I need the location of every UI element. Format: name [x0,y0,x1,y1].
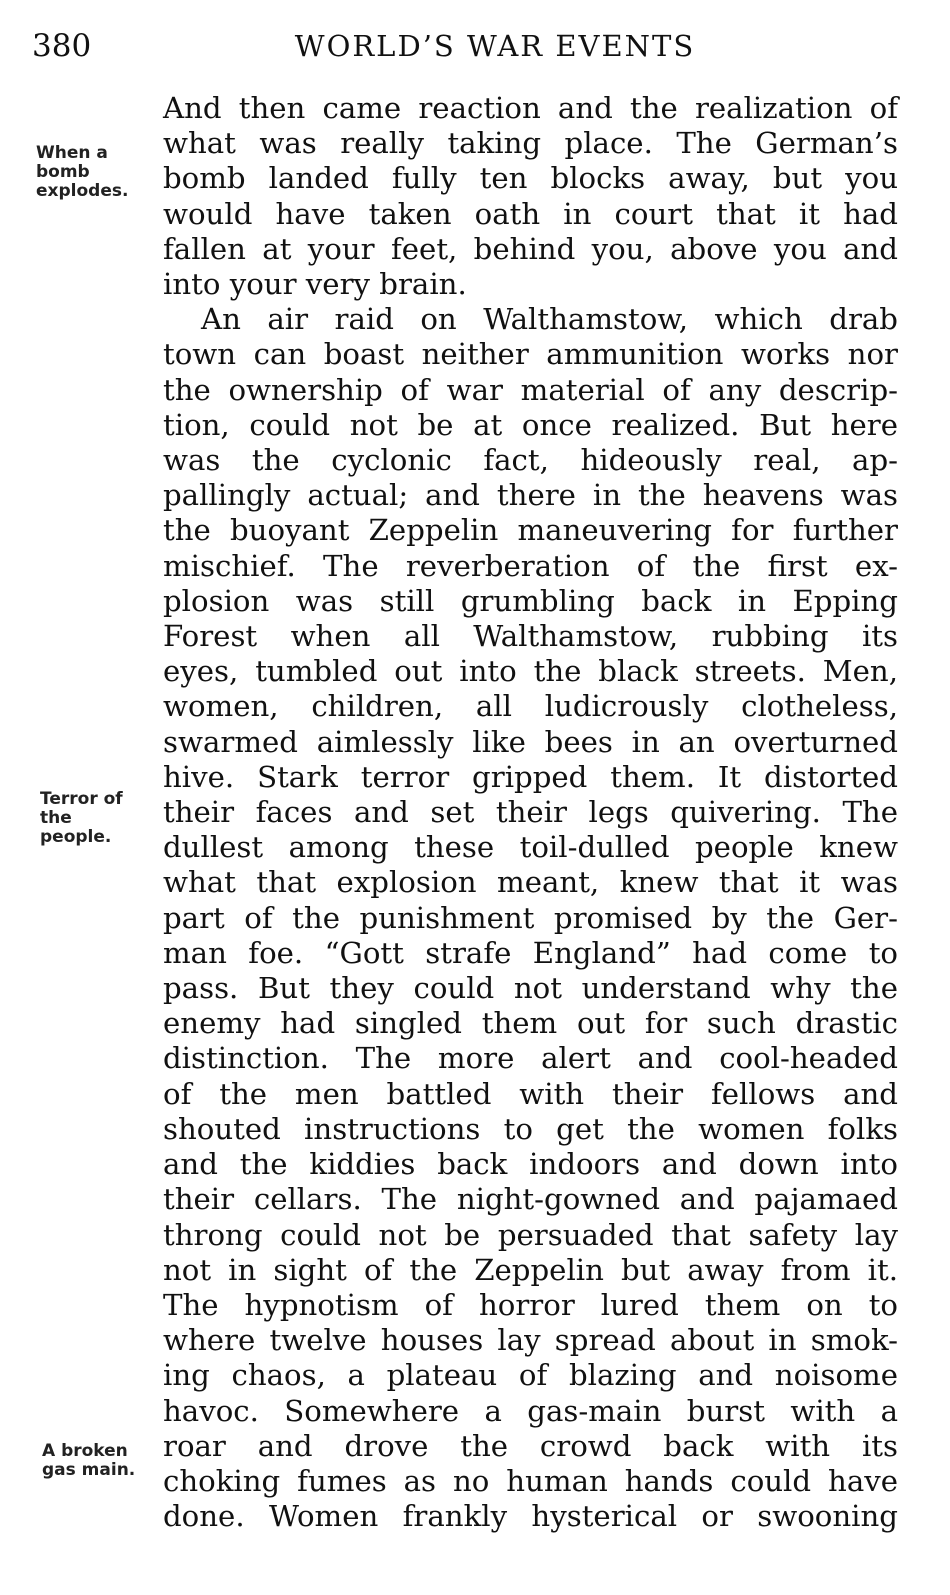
text-line: part of the punishment promised by the Ger- [163,900,898,935]
text-line: The hypnotism of horror lured them on to [163,1287,898,1322]
text-line: their cellars. The night-gowned and pajamaed [163,1182,898,1217]
text-line: And then came reaction and the realization of [163,91,898,125]
text-line: was the cyclonic fact, hideously real, ap- [163,443,898,478]
text-line: An air raid on Walthamstow, which drab [201,302,898,337]
running-head: WORLD’S WAR EVENTS [294,29,696,63]
text-line: dullest among these toil-dulled people knew [163,830,898,865]
sidenote-line: A broken [42,1441,128,1461]
text-line: distinction. The more alert and cool-headed [163,1041,898,1076]
sidenote-when-a-bomb-explodes [36,144,128,201]
text-line: eyes, tumbled out into the black streets. Men, [163,654,898,689]
text-line: fallen at your feet, behind you, above you and [163,231,898,266]
text-line: plosion was still grumbling back in Epping [163,583,898,618]
text-line: of the men battled with their fellows and [163,1076,898,1111]
sidenote-terror-of-the-people [40,790,123,847]
text-line: not in sight of the Zeppelin but away from it. [163,1252,898,1287]
text-line: pass. But they could not understand why the [163,971,898,1006]
text-line: and the kiddies back indoors and down into [163,1147,898,1182]
text-line: hive. Stark terror gripped them. It distorted [163,759,898,794]
text-line: pallingly actual; and there in the heavens was [163,478,898,513]
text-line: enemy had singled them out for such drastic [163,1006,898,1041]
text-line: would have taken oath in court that it had [163,196,898,231]
text-line: throng could not be persuaded that safety lay [163,1217,898,1252]
text-line: the ownership of war material of any descrip- [163,372,898,407]
text-line: ing chaos, a plateau of blazing and noisome [163,1358,898,1393]
text-line: roar and drove the crowd back with its [163,1428,898,1463]
sidenote-line: explodes. [36,181,129,201]
text-line: bomb landed fully ten blocks away, but you [163,161,898,196]
text-line: the buoyant Zeppelin maneuvering for further [163,513,898,548]
sidenote-a-broken-gas-main [42,1442,135,1480]
text-line: man foe. “Gott strafe England” had come to [163,935,898,970]
text-line: shouted instructions to get the women folks [163,1111,898,1146]
text-line: what was really taking place. The German’s [163,126,898,161]
sidenote-line: gas main. [42,1460,136,1480]
text-line: havoc. Somewhere a gas-main burst with a [163,1393,898,1428]
text-line: town can boast neither ammunition works nor [163,337,898,372]
body-text [163,91,898,1534]
text-line: what that explosion meant, knew that it was [163,865,898,900]
sidenote-line: people. [40,827,112,847]
text-line: where twelve houses lay spread about in smok- [163,1323,898,1358]
text-line: mischief. The reverberation of the first ex- [163,548,898,583]
text-line: swarmed aimlessly like bees in an overturned [163,724,898,759]
sidenote-line: Terror of [40,789,123,809]
text-line: into your very brain. [163,267,467,302]
text-line: done. Women frankly hysterical or swooning [163,1499,898,1534]
sidenote-line: When a [36,143,108,163]
text-line: Forest when all Walthamstow, rubbing its [163,619,898,654]
text-line: women, children, all ludicrously clotheless, [163,689,898,724]
sidenote-line: bomb [36,162,90,182]
text-line: choking fumes as no human hands could have [163,1463,898,1498]
page-number: 380 [32,28,92,64]
text-line: tion, could not be at once realized. But here [163,407,898,442]
sidenote-line: the [40,808,72,828]
text-line: their faces and set their legs quivering. The [163,795,898,830]
